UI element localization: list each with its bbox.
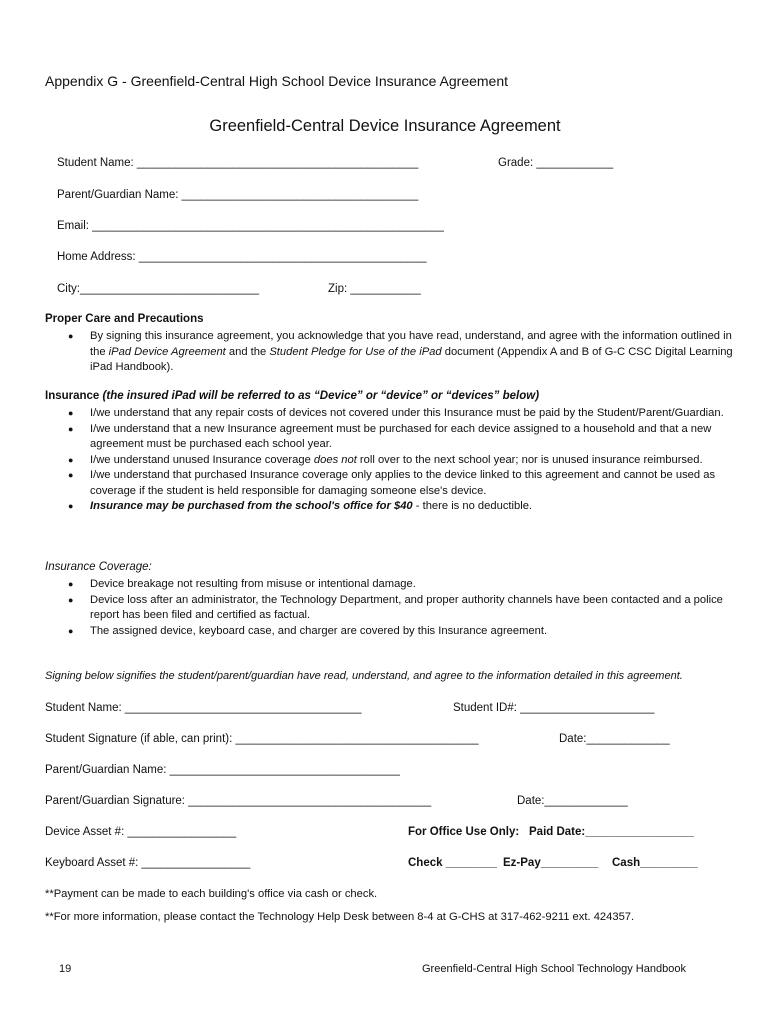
keyboard-asset-field[interactable]: Keyboard Asset #: _________________ (45, 857, 251, 869)
insurance-heading: Insurance (the insured iPad will be referred to as “Device” or “device” or “devices” below) (45, 390, 540, 402)
list-item: ● I/we understand that purchased Insurance coverage only applies to the device linked to this agreement and cannot be used as coverage if the student is held responsible for damaging someone else's device. (68, 468, 733, 499)
page-number: 19 (59, 963, 72, 975)
grade-field[interactable]: Grade: ____________ (498, 157, 614, 169)
zip-field[interactable]: Zip: ___________ (328, 283, 421, 295)
email-field[interactable]: Email: _______________________________________________________ (57, 220, 444, 232)
student-signature-field[interactable]: Student Signature (if able, can print): ______________________________________ (45, 733, 479, 745)
check-field[interactable]: Check ________ (408, 857, 497, 869)
coverage-heading: Insurance Coverage: (45, 561, 152, 573)
home-address-field[interactable]: Home Address: _____________________________________________ (57, 251, 427, 263)
proper-care-list (68, 329, 733, 376)
sig-student-name-field[interactable]: Student Name: _____________________________________ (45, 702, 362, 714)
student-date-field[interactable]: Date:_____________ (559, 733, 670, 745)
footer-handbook-title: Greenfield-Central High School Technology Handbook (422, 963, 686, 975)
list-item: ● By signing this insurance agreement, you acknowledge that you have read, understand, and agree with the information outlined in the iPad Device Agreement and the Student Pledge for Use of the iPad document (Appendix A and B of G-C CSC Digital Learning iPad Handbook). (68, 329, 733, 376)
parent-signature-field[interactable]: Parent/Guardian Signature: ______________________________________ (45, 795, 432, 807)
paid-date-field[interactable]: Paid Date:_________________ (529, 826, 694, 838)
proper-care-heading: Proper Care and Precautions (45, 313, 204, 325)
list-item: ● I/we understand that any repair costs of devices not covered under this Insurance must be paid by the Student/Parent/Guardian. (68, 406, 733, 422)
help-desk-note: **For more information, please contact the Technology Help Desk between 8-4 at G-CHS at 317-462-9211 ext. 424357. (45, 911, 635, 923)
list-item: ● Device loss after an administrator, the Technology Department, and proper authority channels have been contacted and a police report has been filed and certified as factual. (68, 593, 733, 624)
insurance-list (68, 406, 733, 515)
list-item: ● I/we understand that a new Insurance agreement must be purchased for each device assigned to a household and that a new agreement must be purchased each school year. (68, 422, 733, 453)
student-name-field[interactable]: Student Name: ____________________________________________ (57, 157, 419, 169)
list-item: ● The assigned device, keyboard case, and charger are covered by this Insurance agreement. (68, 624, 733, 640)
page-title: Greenfield-Central Device Insurance Agreement (209, 117, 561, 135)
list-item: ● Device breakage not resulting from misuse or intentional damage. (68, 577, 733, 593)
parent-date-field[interactable]: Date:_____________ (517, 795, 628, 807)
ezpay-field[interactable]: Ez-Pay_________ (503, 857, 599, 869)
list-item: ● I/we understand unused Insurance coverage does not roll over to the next school year; nor is unused insurance reimbursed. (68, 453, 733, 469)
parent-name-field[interactable]: Parent/Guardian Name: _____________________________________ (57, 189, 419, 201)
list-item: ● Insurance may be purchased from the school's office for $40 - there is no deductible. (68, 499, 733, 515)
device-asset-field[interactable]: Device Asset #: _________________ (45, 826, 237, 838)
sig-parent-name-field[interactable]: Parent/Guardian Name: ____________________________________ (45, 764, 400, 776)
signing-note: Signing below signifies the student/parent/guardian have read, understand, and agree to the information detailed in this agreement. (45, 670, 683, 682)
cash-field[interactable]: Cash_________ (612, 857, 698, 869)
payment-note: **Payment can be made to each building's office via cash or check. (45, 888, 378, 900)
coverage-list (68, 577, 733, 639)
student-id-field[interactable]: Student ID#: _____________________ (453, 702, 655, 714)
appendix-header: Appendix G - Greenfield-Central High School Device Insurance Agreement (45, 73, 509, 89)
office-use-label: For Office Use Only: (408, 826, 520, 838)
city-field[interactable]: City:____________________________ (57, 283, 260, 295)
